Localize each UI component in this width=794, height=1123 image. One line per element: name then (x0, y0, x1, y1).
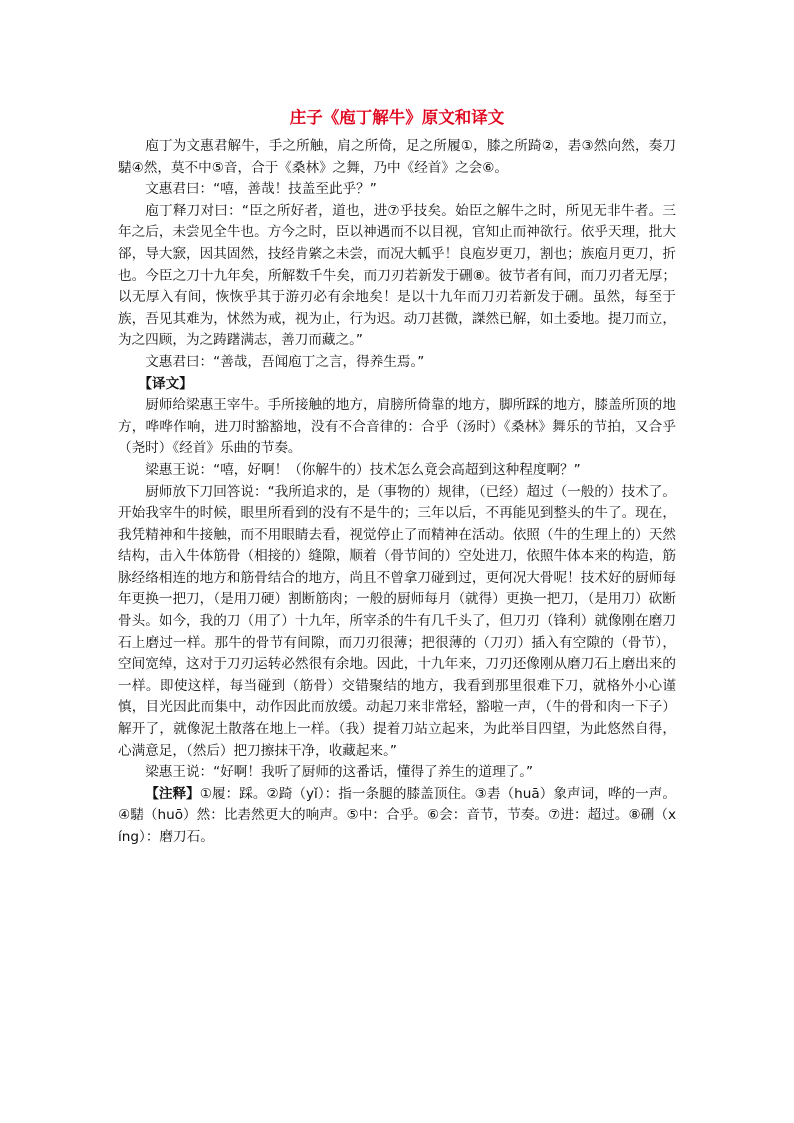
notes-paragraph (118, 784, 676, 849)
original-paragraph-4: 文惠君曰：“善哉，吾闻庖丁之言，得养生焉。” (145, 353, 425, 370)
original-paragraph-2: 文惠君曰：“嘻，善哉！技盖至此乎？” (145, 181, 377, 198)
translation-paragraph-4: 梁惠王说：“好啊！我听了厨师的这番话，懂得了养生的道理了。” (145, 764, 534, 781)
translation-paragraph-2: 梁惠王说：“嘻，好啊！（你解牛的）技术怎么竟会高超到这种程度啊？” (145, 461, 581, 478)
translation-heading: 【译文】 (138, 375, 193, 392)
original-paragraph-1: 庖丁为文惠君解牛，手之所触，肩之所倚，足之所履①，膝之所踦②，砉③然向然，奏刀騞④然，莫不中⑤音，合于《桑林》之舞，乃中《经首》之会⑥。 (118, 138, 676, 176)
document-title: 庄子《庖丁解牛》原文和译文 (289, 108, 505, 127)
notes-label: 【注释】 (145, 785, 200, 802)
translation-paragraph-1: 厨师给梁惠王宰牛。手所接触的地方，肩膀所倚靠的地方，脚所踩的地方，膝盖所顶的地方，哗哗作响，进刀时豁豁地，没有不合音律的：合乎（汤时）《桑林》舞乐的节拍，又合乎（尧时）《经首》乐曲的节奏。 (118, 397, 676, 457)
original-paragraph-3: 庖丁释刀对曰：“臣之所好者，道也，进⑦乎技矣。始臣之解牛之时，所见无非牛者。三年之后，未尝见全牛也。方今之时，臣以神遇而不以目视，官知止而神欲行。依乎天理，批大郤，导大窾，因其固然，技经肯綮之未尝，而况大軱乎！良庖岁更刀，割也；族庖月更刀，折也。今臣之刀十九年矣，所解数千牛矣，而刀刃若新发于硎⑧。彼节者有间，而刀刃者无厚；以无厚入有间，恢恢乎其于游刃必有余地矣！是以十九年而刀刃若新发于硎。虽然，每至于族，吾见其难为，怵然为戒，视为止，行为迟。动刀甚微，謋然已解，如土委地。提刀而立，为之四顾，为之踌躇满志，善刀而藏之。” (118, 202, 676, 349)
document-body (118, 106, 676, 849)
translation-paragraph-3: 厨师放下刀回答说：“我所追求的，是（事物的）规律，（已经）超过（一般的）技术了。开始我宰牛的时候，眼里所看到的没有不是牛的；三年以后，不再能见到整头的牛了。现在，我凭精神和牛接触，而不用眼睛去看，视觉停止了而精神在活动。依照（牛的生理上的）天然结构，击入牛体筋骨（相接的）缝隙，顺着（骨节间的）空处进刀，依照牛体本来的构造，筋脉经络相连的地方和筋骨结合的地方，尚且不曾拿刀碰到过，更何况大骨呢！技术好的厨师每年更换一把刀，（是用刀硬）割断筋肉；一般的厨师每月（就得）更换一把刀，（是用刀）砍断骨头。如今，我的刀（用了）十九年，所宰杀的牛有几千头了，但刀刃（锋利）就像刚在磨刀石上磨过一样。那牛的骨节有间隙，而刀刃很薄；把很薄的（刀刃）插入有空隙的（骨节），空间宽绰，这对于刀刃运转必然很有余地。因此，十九年来，刀刃还像刚从磨刀石上磨出来的一样。即使这样，每当碰到（筋骨）交错聚结的地方，我看到那里很难下刀，就格外小心谨慎，目光因此而集中，动作因此而放缓。动起刀来非常轻，豁啦一声，（牛的骨和肉一下子）解开了，就像泥土散落在地上一样。（我）提着刀站立起来，为此举目四望，为此悠然自得，心满意足，（然后）把刀擦抹干净，收藏起来。” (118, 483, 676, 759)
notes-text: ①履：踩。②踦（yǐ）：指一条腿的膝盖顶住。③砉（huā）象声词，哗的一声。④騞（huō）然：比砉然更大的响声。⑤中：合乎。⑥会：音节，节奏。⑦进：超过。⑧硎（xíng）：磨刀石。 (118, 785, 676, 845)
